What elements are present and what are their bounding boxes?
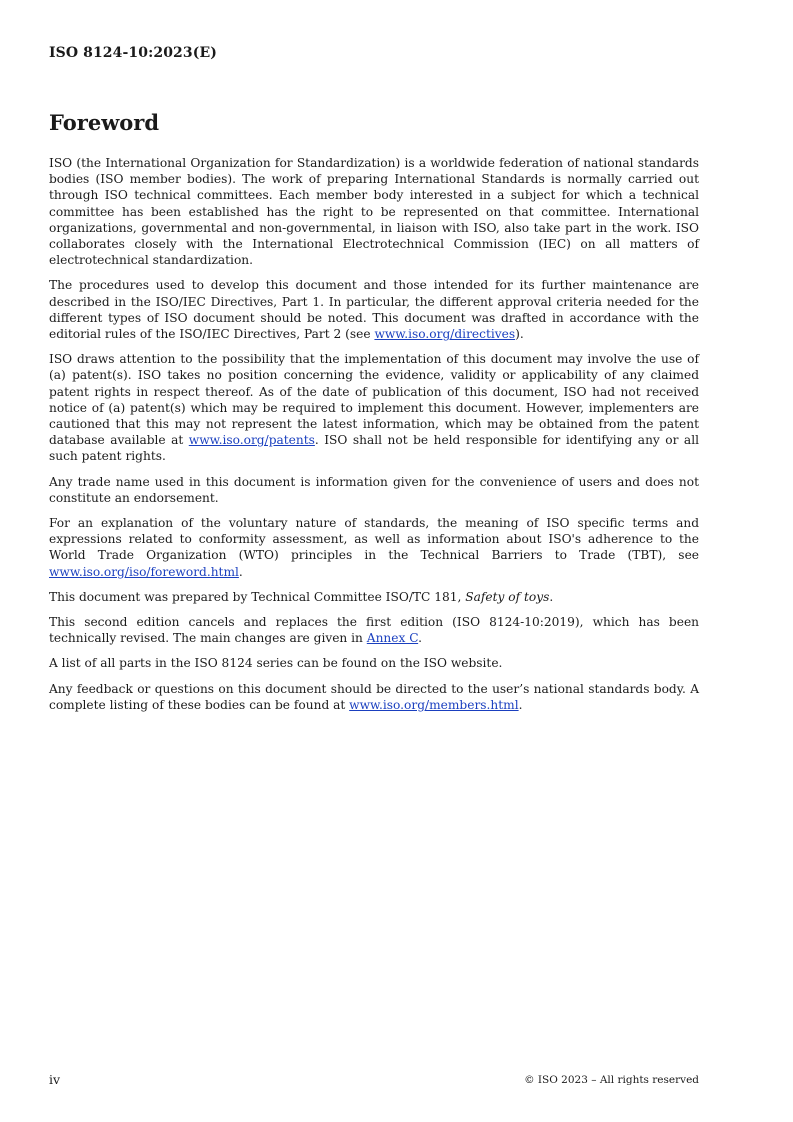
patents-link[interactable]: www.iso.org/patents	[188, 433, 315, 448]
page-number: iv	[49, 1072, 61, 1087]
page-title: Foreword	[49, 110, 160, 135]
paragraph-edition	[49, 614, 699, 646]
foreword-body	[49, 155, 699, 722]
paragraph-text: .	[549, 589, 554, 604]
paragraph-text: The procedures used to develop this document and those intended for its further maintenance are described in the ISO/IEC Directives, Part 1. In particular, the different approval criteria needed for the different types of ISO document should be noted. This document was drafted in accordance with the editorial rules of the ISO/IEC Directives, Part 2 (see	[49, 278, 699, 342]
paragraph-committee	[49, 589, 699, 605]
paragraph-procedures	[49, 277, 699, 342]
paragraph-text: For an explanation of the voluntary nature of standards, the meaning of ISO specific terms and expressions related to conformity assessment, as well as information about ISO's adherence to the World Trade Organization (WTO) principles in the Technical Barriers to Trade (TBT), see	[49, 516, 699, 563]
paragraph-text: Any feedback or questions on this document should be directed to the user’s national standards body. A complete listing of these bodies can be found at	[49, 681, 699, 712]
paragraph-text: .	[518, 697, 523, 712]
copyright-notice: © ISO 2023 – All rights reserved	[524, 1074, 699, 1086]
paragraph-text: .	[238, 564, 243, 579]
paragraph-text: This second edition cancels and replaces the first edition (ISO 8124-10:2019), which has been technically revised. The main changes are given in	[49, 615, 699, 646]
paragraph-series-list: A list of all parts in the ISO 8124 series can be found on the ISO website.	[49, 656, 503, 671]
paragraph-text: .	[418, 631, 423, 646]
paragraph-text: . ISO shall not be held responsible for identifying any or all such patent rights.	[49, 433, 699, 464]
paragraph-text: ).	[515, 327, 524, 342]
paragraph-text: This document was prepared by Technical Committee ISO/TC 181,	[49, 589, 466, 604]
paragraph-text: ISO draws attention to the possibility that the implementation of this document may involve the use of (a) patent(s). ISO takes no position concerning the evidence, validity or applicability of any claimed patent rights in respect thereof. As of the date of publication of this document, ISO had not received notice of (a) patent(s) which may be required to implement this document. However, implementers are cautioned that this may not represent the latest information, which may be obtained from the patent database available at	[49, 352, 699, 448]
members-link[interactable]: www.iso.org/members.html	[349, 697, 519, 712]
paragraph-trade-name: Any trade name used in this document is information given for the convenience of users and does not constitute an endorsement.	[49, 474, 699, 505]
annex-c-link[interactable]: Annex C	[366, 631, 419, 646]
paragraph-voluntary-nature	[49, 515, 699, 580]
foreword-link[interactable]: www.iso.org/iso/foreword.html	[49, 564, 239, 579]
committee-title: Safety of toys	[465, 589, 550, 604]
paragraph-feedback	[49, 681, 699, 713]
document-id-header: ISO 8124-10:2023(E)	[49, 45, 217, 61]
paragraph-patents	[49, 351, 699, 464]
paragraph-iso-intro: ISO (the International Organization for Standardization) is a worldwide federation of national standards bodies (ISO member bodies). The work of preparing International Standards is normally carried out through ISO technical committees. Each member body interested in a subject for which a technical committee has been established has the right to be represented on that committee. International organizations, governmental and non-governmental, in liaison with ISO, also take part in the work. ISO collaborates closely with the International Electrotechnical Commission (IEC) on all matters of electrotechnical standardization.	[49, 156, 699, 268]
directives-link[interactable]: www.iso.org/directives	[374, 327, 516, 342]
